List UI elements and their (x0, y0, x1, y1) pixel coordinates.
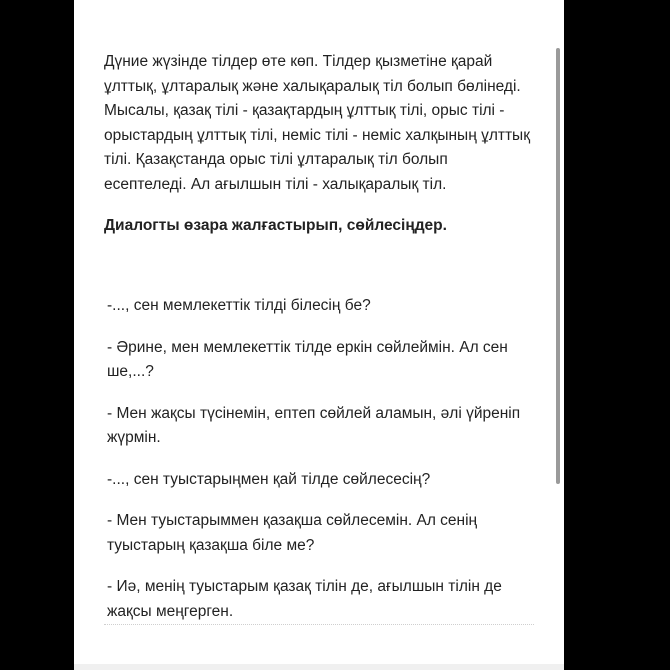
document-content (104, 50, 534, 641)
dialogue-line: - Мен туыстарыммен қазақша сөйлесемін. Ал сенің туыстарың қазақша біле ме? (107, 512, 478, 554)
section-divider (104, 624, 534, 625)
dialogue-line: - Иә, менің туыстарым қазақ тілін де, ағылшын тілін де жақсы меңгерген. (107, 578, 502, 620)
document-page (74, 0, 564, 670)
dialogue-line: -..., сен мемлекеттік тілді білесің бе? (107, 297, 371, 314)
dialogue-list (104, 294, 534, 624)
bottom-bar (74, 664, 564, 670)
dialogue-line: - Мен жақсы түсінемін, ептеп сөйлей аламын, әлі үйреніп жүрмін. (107, 404, 521, 446)
vertical-scrollbar[interactable] (556, 48, 560, 484)
task-heading: Диалогты өзара жалғастырып, сөйлесіңдер. (104, 217, 447, 234)
intro-paragraph: Дүние жүзінде тілдер өте көп. Тілдер қызметіне қарай ұлттық, ұлтаралық және халықаралық тіл болып бөлінеді. Мысалы, қазақ тілі - қазақтардың ұлттық тілі, орыс тілі - орыстардың ұлттық тілі, неміс тілі - неміс халқының ұлттық тілі. Қазақстанда орыс тілі ұлтаралық тіл болып есептеледі. Ал ағылшын тілі - халықаралық тіл. (104, 53, 530, 193)
dialogue-line: -..., сен туыстарыңмен қай тілде сөйлесесің? (107, 470, 431, 488)
dialogue-line: - Әрине, мен мемлекеттік тілде еркін сөйлеймін. Ал сен ше,...? (107, 338, 508, 380)
